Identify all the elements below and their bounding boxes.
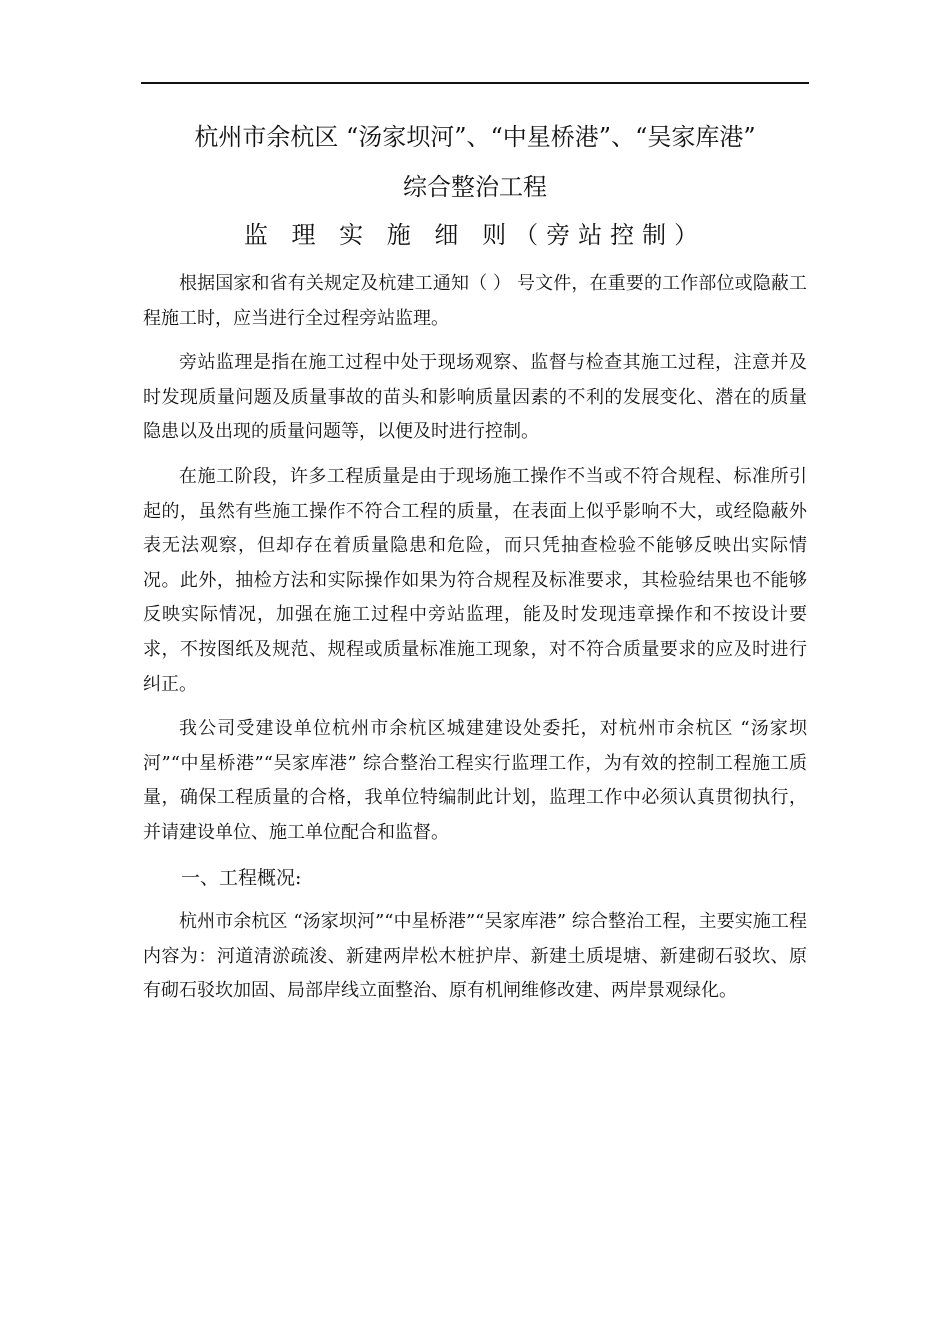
document-subtitle: 监 理 实 施 细 则（旁站控制） <box>243 221 707 249</box>
paragraph-construction-stage: 在施工阶段，许多工程质量是由于现场施工操作不当或不符合规程、标准所引起的，虽然有些施工操作不符合工程的质量，在表面上似乎影响不大，或经隐蔽外表无法观察，但却存在着质量隐患和危险，而只凭抽查检验不能够反映出实际情况。此外，抽检方法和实际操作如果为符合规程及标准要求，其检验结果也不能够反映实际情况，加强在施工过程中旁站监理，能及时发现违章操作和不按设计要求，不按图纸及规范、规程或质量标准施工现象，对不符合质量要求的应及时进行纠正。 <box>143 465 807 695</box>
section-heading-overview: 一、工程概况: <box>181 866 302 889</box>
paragraph-overview: 杭州市余杭区 “汤家坝河”“中星桥港”“吴家库港” 综合整治工程，主要实施工程内容为：河道清淤疏浚、新建两岸松木桩护岸、新建土质堤塘、新建砌石驳坎、原有砌石驳坎加固、局部岸线立面整治、原有机闸维修改建、两岸景观绿化。 <box>143 911 807 1002</box>
document-title-line-1: 杭州市余杭区 “汤家坝河”、“中星桥港”、“吴家库港” <box>194 123 756 151</box>
paragraph-commission: 我公司受建设单位杭州市余杭区城建建设处委托，对杭州市余杭区 “汤家坝河”“中星桥港”“吴家库港” 综合整治工程实行监理工作，为有效的控制工程施工质量，确保工程质量的合格，我单位特编制此计划，监理工作中必须认真贯彻执行，并请建设单位、施工单位配合和监督。 <box>143 718 807 843</box>
document-title-line-2: 综合整治工程 <box>403 173 547 201</box>
document-body <box>143 267 807 1019</box>
paragraph-notice: 根据国家和省有关规定及杭建工通知（ ） 号文件，在重要的工作部位或隐蔽工程施工时，应当进行全过程旁站监理。 <box>143 273 807 329</box>
paragraph-definition: 旁站监理是指在施工过程中处于现场观察、监督与检查其施工过程，注意并及时发现质量问题及质量事故的苗头和影响质量因素的不利的发展变化、潜在的质量隐患以及出现的质量问题等，以便及时进行控制。 <box>143 352 807 443</box>
header-rule <box>141 82 809 84</box>
